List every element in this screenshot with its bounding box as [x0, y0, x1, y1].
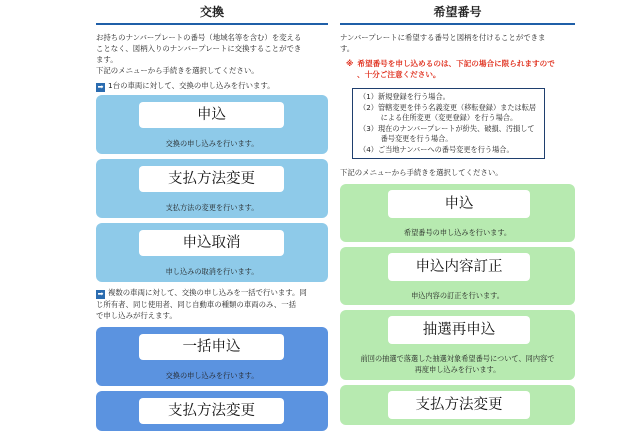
condition-line: （2）管轄変更を伴う名義変更（移転登録）または転居 [359, 102, 537, 112]
condition-line: による住所変更（変更登録）を行う場合。 [359, 113, 518, 122]
warning-line: 、十分ご注意ください。 [357, 70, 441, 79]
exchange-intro [96, 32, 328, 76]
exchange-apply-button[interactable]: 申込 [139, 102, 284, 128]
warning-line: 希望番号を申し込めるのは、下記の場合に限られますので [357, 59, 555, 68]
lottery-reapply-desc-line: 前回の抽選で落選した抽選対象希望番号について、同内容で [360, 354, 555, 363]
preferred-number-intro [340, 32, 575, 54]
warning-mark: ※ [346, 59, 354, 68]
preferred-apply-desc: 希望番号の申し込みを行います。 [403, 228, 512, 237]
exchange-intro-line: お持ちのナンバープレートの番号（地域名等を含む）を変える [96, 33, 302, 42]
exchange-title: 交換 [96, 0, 328, 25]
exchange-cancel-button[interactable]: 申込取消 [139, 230, 284, 256]
exchange-cancel-card[interactable] [96, 223, 328, 282]
lottery-reapply-button[interactable]: 抽選再申込 [388, 316, 530, 344]
exchange-intro-line: ます。 [96, 55, 118, 64]
exchange-cancel-desc: 申し込みの取消を行います。 [165, 267, 259, 276]
preferred-number-intro-line: ナンバープレートに希望する番号と図柄を付けることができま [340, 33, 546, 42]
condition-line: （3）現在のナンバープレートが紛失、破損、汚損して [359, 123, 535, 133]
preferred-number-warning [346, 58, 575, 80]
exchange-column [96, 0, 328, 436]
exchange-intro-line: ことなく、図柄入りのナンバープレートに交換することができ [96, 44, 302, 53]
preferred-apply-button[interactable]: 申込 [388, 190, 530, 218]
bulk-apply-button[interactable]: 一括申込 [139, 334, 284, 360]
preferred-number-column [340, 0, 575, 430]
bulk-payment-change-card[interactable] [96, 391, 328, 431]
bulk-note [96, 287, 328, 321]
preferred-correct-desc: 申込内容の訂正を行います。 [411, 291, 504, 300]
exchange-apply-card[interactable] [96, 95, 328, 154]
conditions-box [352, 88, 545, 159]
preferred-number-intro-line: す。 [340, 44, 355, 53]
exchange-apply-desc: 交換の申し込みを行います。 [165, 139, 259, 148]
preferred-number-title: 希望番号 [340, 0, 575, 25]
preferred-correct-button[interactable]: 申込内容訂正 [388, 253, 530, 281]
preferred-payment-change-button[interactable]: 支払方法変更 [388, 391, 530, 419]
bulk-note-line: で申し込みが行えます。 [96, 311, 177, 320]
single-vehicle-note-text: 1台の車両に対して、交換の申し込みを行います。 [108, 81, 275, 90]
single-vehicle-note [96, 80, 328, 92]
lottery-reapply-card[interactable] [340, 310, 575, 380]
bulk-apply-card[interactable] [96, 327, 328, 386]
exchange-payment-change-desc: 支払方法の変更を行います。 [165, 203, 259, 212]
bulk-payment-change-button[interactable]: 支払方法変更 [139, 398, 284, 424]
condition-line: （4）ご当地ナンバーへの番号変更を行う場合。 [359, 144, 514, 154]
bulk-note-line: じ所有者、同じ使用者、同じ自動車の種類の車両のみ、一括 [96, 300, 296, 309]
preferred-menu-note: 下記のメニューから手続きを選択してください。 [340, 168, 503, 177]
condition-line: （1）新規登録を行う場合。 [359, 92, 450, 101]
arrow-right-icon: ➡ [97, 290, 104, 298]
preferred-correct-card[interactable] [340, 247, 575, 305]
bulk-note-line: 複数の車両に対して、交換の申し込みを一括で行います。同 [108, 288, 307, 297]
preferred-payment-change-card[interactable] [340, 385, 575, 425]
arrow-right-icon: ➡ [97, 83, 104, 91]
bulk-apply-desc: 交換の申し込みを行います。 [165, 371, 259, 380]
preferred-apply-card[interactable] [340, 184, 575, 242]
exchange-payment-change-button[interactable]: 支払方法変更 [139, 166, 284, 192]
lottery-reapply-desc-line: 再度申し込みを行います。 [414, 365, 501, 374]
exchange-payment-change-card[interactable] [96, 159, 328, 218]
exchange-intro-line: 下記のメニューから手続きを選択してください。 [96, 66, 259, 75]
condition-line: 番号変更を行う場合。 [359, 134, 453, 143]
